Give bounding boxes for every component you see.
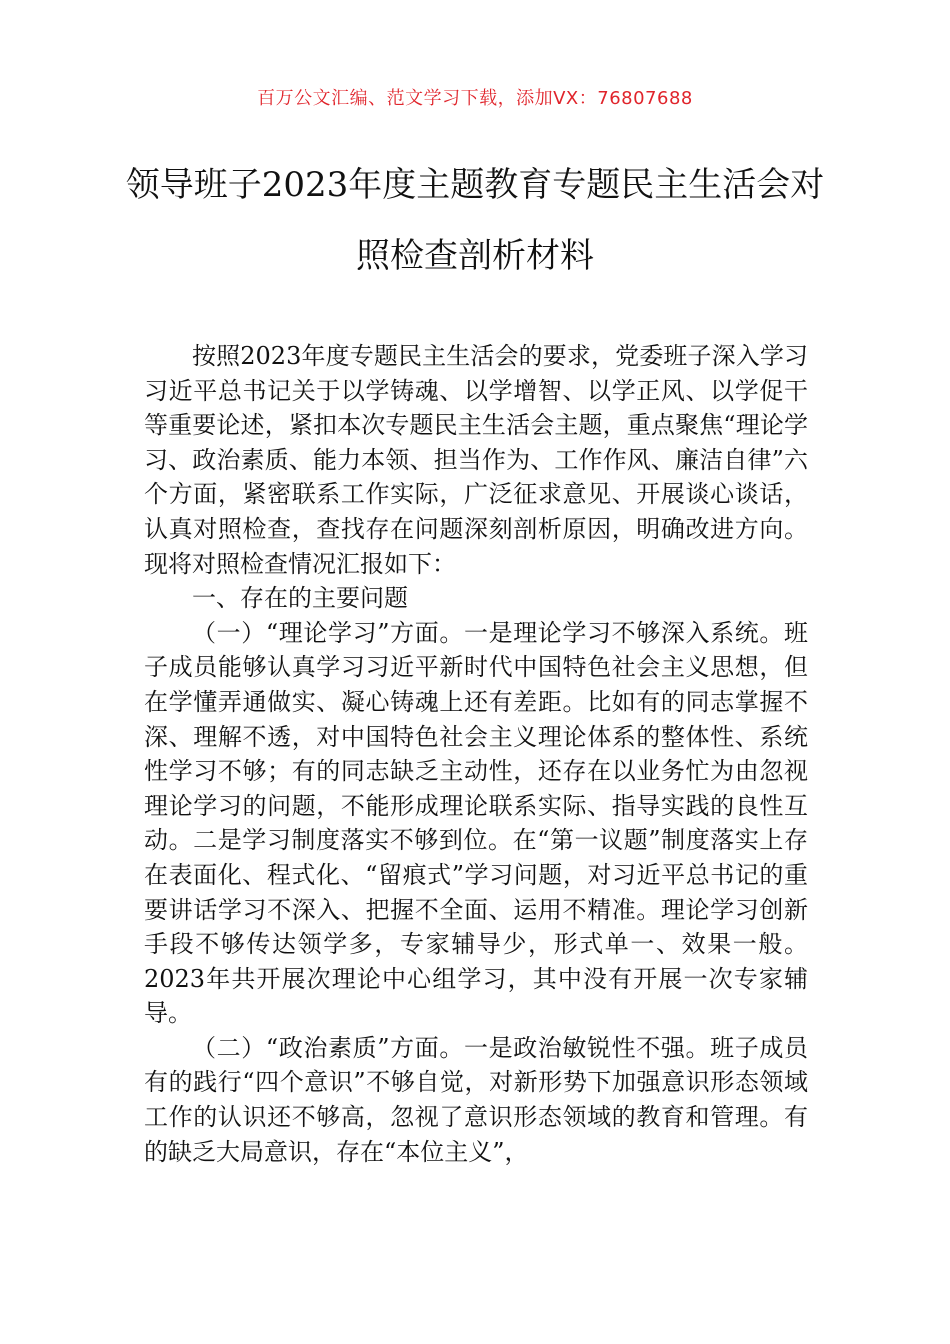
watermark-header: 百万公文汇编、范文学习下载，添加VX：76807688: [257, 88, 693, 109]
paragraph-intro: 按照2023年度专题民主生活会的要求，党委班子深入学习习近平总书记关于以学铸魂、以学增智、以学正风、以学促干等重要论述，紧扣本次专题民主生活会主题，重点聚焦“理论学习、政治素质、能力本领、担当作为、工作作风、廉洁自律”六个方面，紧密联系工作实际，广泛征求意见、开展谈心谈话，认真对照检查，查找存在问题深刻剖析原因，明确改进方向。现将对照检查情况汇报如下：: [144, 342, 808, 578]
paragraph-political-quality: （二）“政治素质”方面。一是政治敏锐性不强。班子成员有的践行“四个意识”不够自觉，对新形势下加强意识形态领域工作的认识还不够高，忽视了意识形态领域的教育和管理。有的缺乏大局意识，存在“本位主义”，: [144, 1033, 808, 1166]
document-title: 领导班子2023年度主题教育专题民主生活会对照检查剖析材料: [125, 165, 825, 276]
paragraph-theory-study: （一）“理论学习”方面。一是理论学习不够深入系统。班子成员能够认真学习习近平新时代中国特色社会主义思想，但在学懂弄通做实、凝心铸魂上还有差距。比如有的同志掌握不深、理解不透，对中国特色社会主义理论体系的整体性、系统性学习不够；有的同志缺乏主动性，还存在以业务忙为由忽视理论学习的问题，不能形成理论联系实际、指导实践的良性互动。二是学习制度落实不够到位。在“第一议题”制度落实上存在表面化、程式化、“留痕式”学习问题，对习近平总书记的重要讲话学习不深入、把握不全面、运用不精准。理论学习创新手段不够传达领学多，专家辅导少，形式单一、效果一般。2023年共开展次理论中心组学习，其中没有开展一次专家辅导。: [144, 618, 808, 1028]
section-heading-problems: 一、存在的主要问题: [192, 584, 408, 613]
document-body: [144, 339, 808, 1169]
